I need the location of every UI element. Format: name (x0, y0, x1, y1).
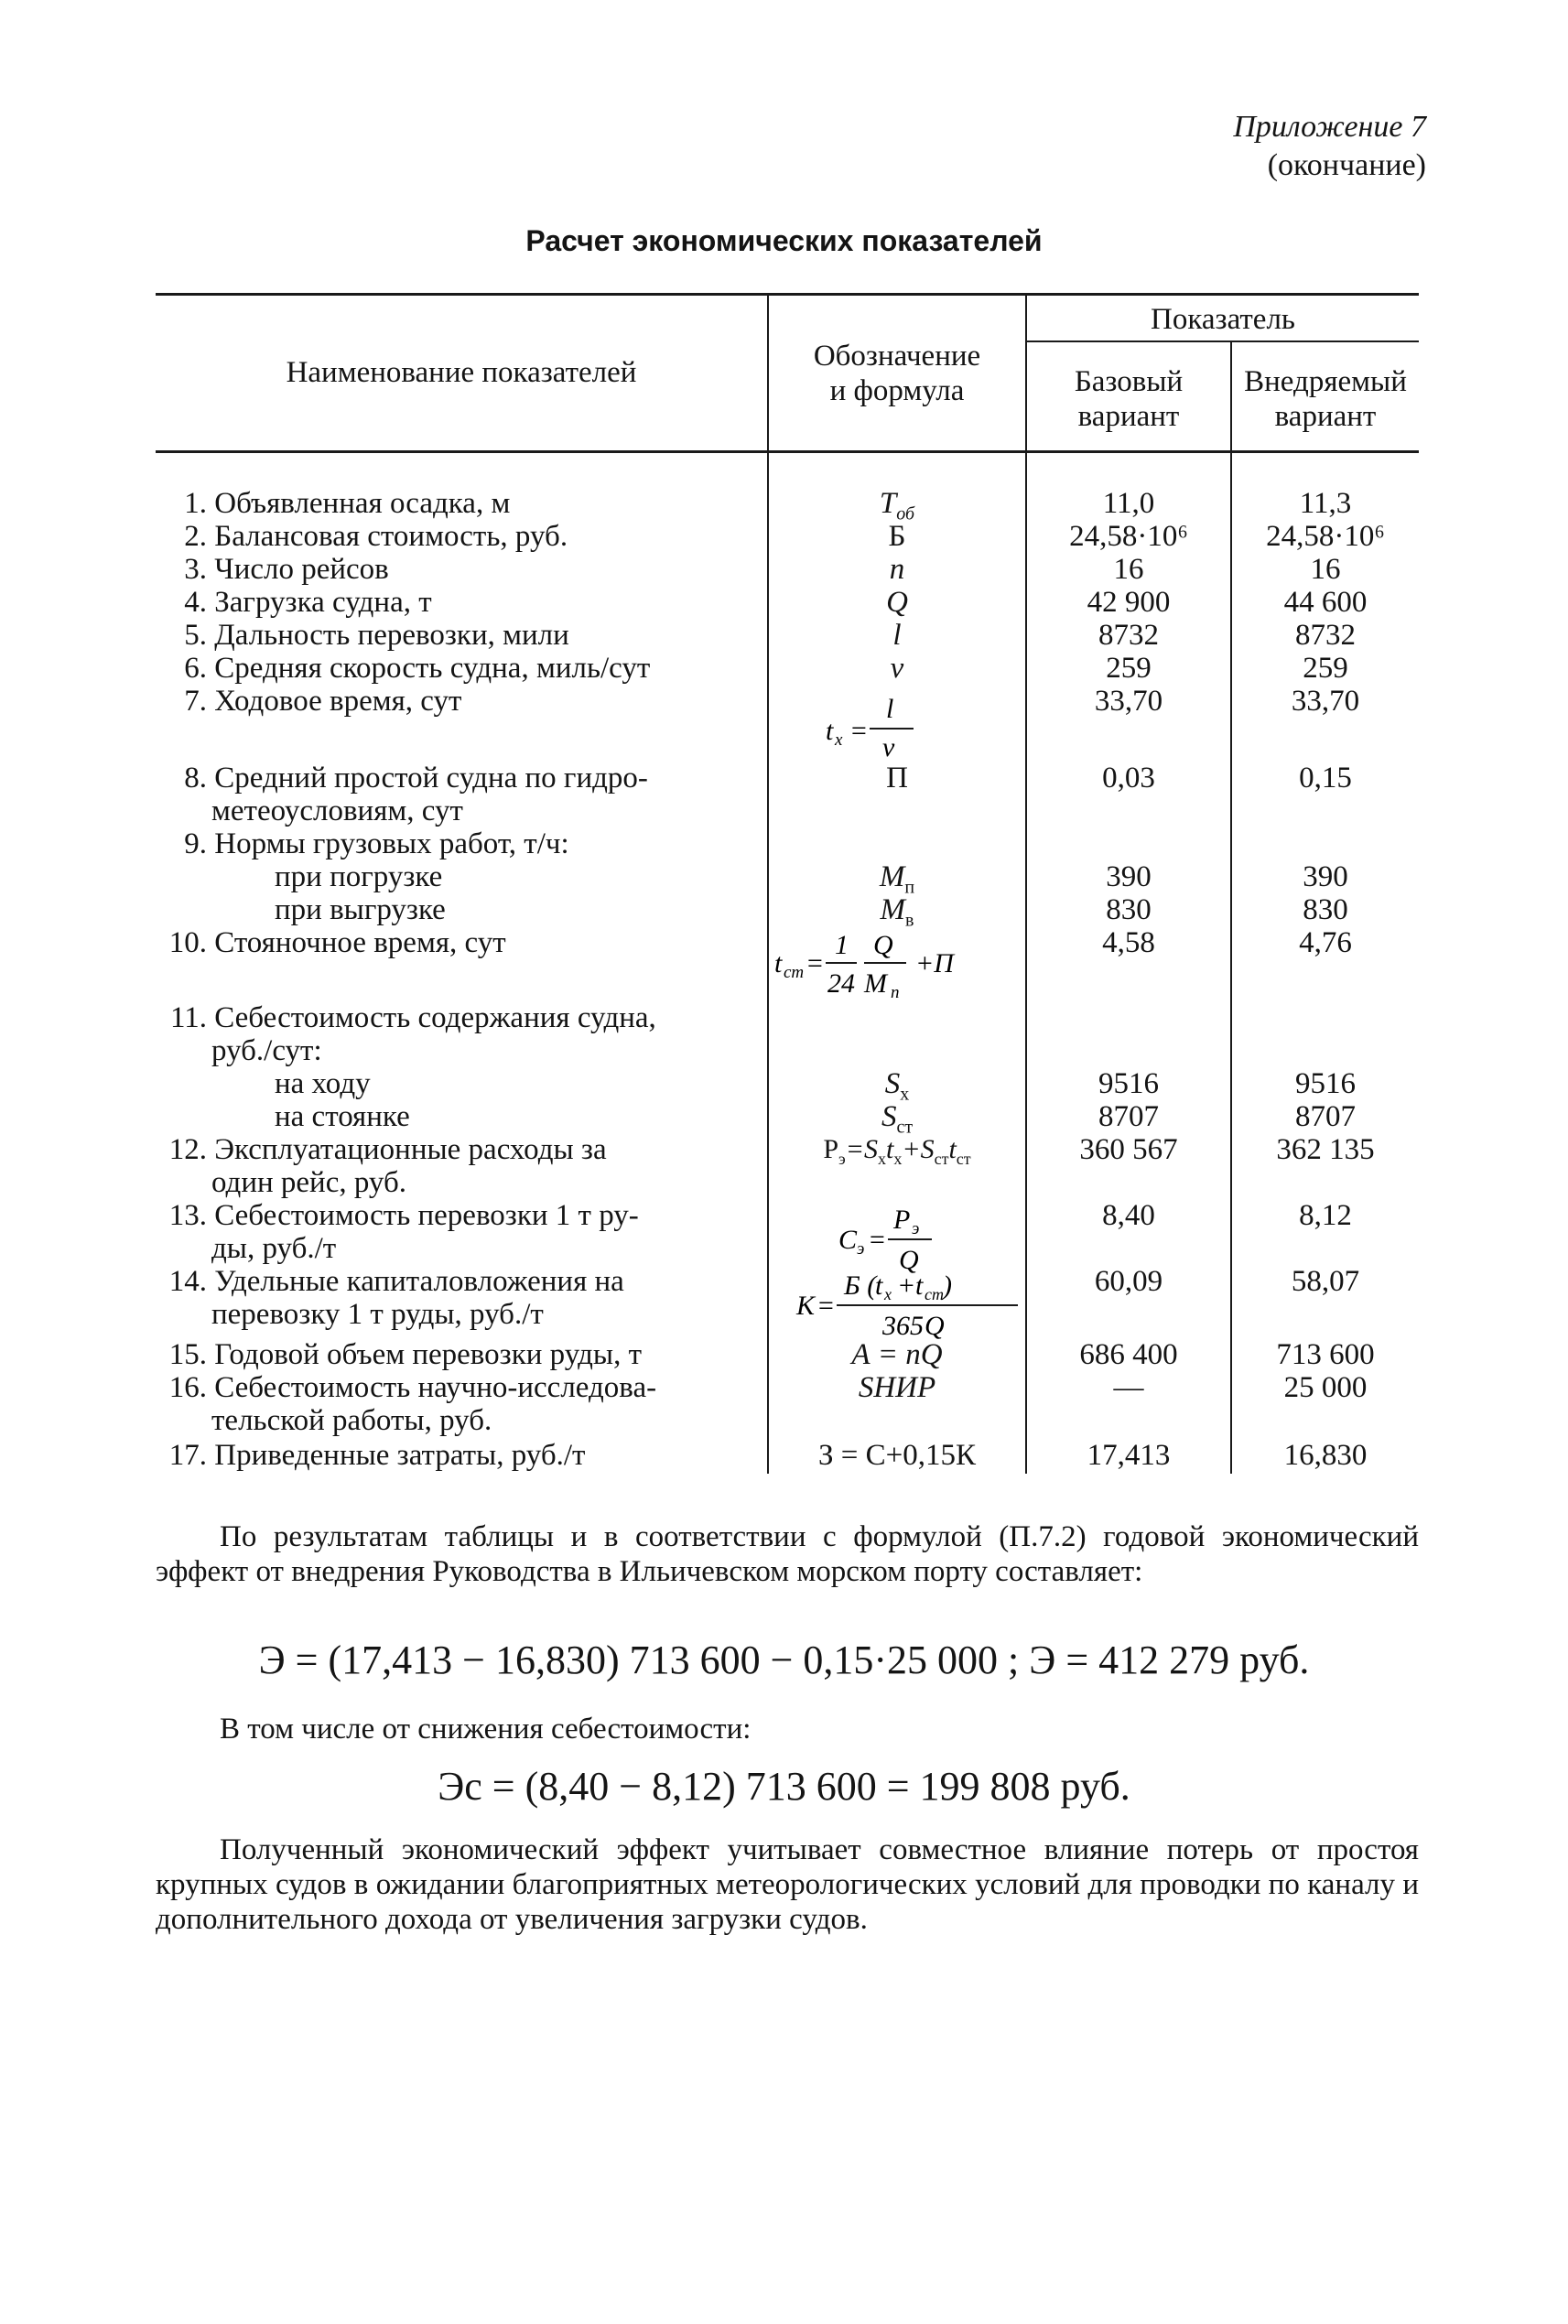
formula-cell: $Р_э=S_хt_х+S_{ст}t_{ст}$ (823, 1134, 971, 1168)
formula-tx (769, 683, 1025, 760)
svg-text:t: t (915, 1270, 924, 1301)
base-value: 686 400 (1079, 1338, 1178, 1371)
header-group: Показатель (1151, 303, 1295, 336)
formula-cell: $S_х$ (884, 1067, 910, 1105)
formula-cell: Q (886, 586, 908, 619)
table-subrow: при выгрузке (275, 893, 446, 926)
table-row: 17. Приведенные затраты, руб./т (168, 1439, 586, 1472)
header-base (1027, 364, 1230, 434)
formula-cell: $S_{ст}$ (881, 1100, 914, 1138)
svg-text:Б (: Б ( (844, 1270, 877, 1301)
formula-cell: П (886, 762, 908, 794)
table-row: 1. Объявленная осадка, м (184, 487, 511, 520)
svg-text:1: 1 (835, 930, 849, 960)
equation-cost-effect: Эс = (8,40 − 8,12) 713 600 = 199 808 руб. (438, 1764, 1130, 1809)
formula-tst (769, 923, 1025, 1001)
svg-text:24: 24 (827, 968, 855, 999)
base-value: 8732 (1098, 619, 1159, 652)
formula-cell (769, 1261, 1025, 1338)
equation-total-effect: Э = (17,413 − 16,830) 713 600 − 0,15·25 000 ; Э = 412 279 руб. (258, 1638, 1310, 1682)
base-value: 8707 (1098, 1100, 1159, 1133)
base-value: 42 900 (1087, 586, 1171, 619)
table-row: 12. Эксплуатационные расходы за один рейс, руб. (168, 1133, 607, 1199)
formula-cell (769, 683, 1025, 760)
table-row: 3. Число рейсов (184, 553, 389, 586)
header-formula-line2: и формула (829, 374, 965, 407)
svg-text:п: п (891, 983, 900, 1001)
formula-k (769, 1261, 1025, 1340)
svg-text:365: 365 (882, 1311, 924, 1340)
impl-value: 11,3 (1299, 487, 1352, 520)
table-subrow: на стоянке (275, 1100, 410, 1133)
impl-value: 713 600 (1276, 1338, 1375, 1371)
formula-cell: А = nQ (851, 1338, 943, 1371)
table-row: 7. Ходовое время, сут (184, 685, 462, 718)
svg-text:Q: Q (873, 930, 893, 960)
base-value: 360 567 (1079, 1133, 1178, 1166)
table-row: 14. Удельные капиталовложения на перевозку 1 т руды, руб./т (168, 1265, 624, 1331)
base-value: 9516 (1098, 1067, 1159, 1100)
impl-value: 33,70 (1291, 685, 1360, 718)
header-impl-line1: Внедряемый (1244, 365, 1407, 398)
header-formula (769, 339, 1025, 408)
base-value: 830 (1106, 893, 1152, 926)
result-paragraph: По результатам таблицы и в соответствии с формулой (П.7.2) годовой экономический эффект от внедрения Руководства в Ильичевском морском порту составляет: (156, 1520, 1419, 1588)
base-value: 17,413 (1087, 1439, 1171, 1472)
impl-value: 390 (1303, 860, 1348, 893)
impl-value: 58,07 (1291, 1265, 1360, 1298)
svg-text:ст: ст (925, 1285, 944, 1303)
header-base-line1: Базовый (1074, 365, 1184, 398)
header-name: Наименование показателей (286, 356, 637, 389)
base-value: 0,03 (1102, 762, 1155, 794)
formula-cell: n (889, 553, 905, 586)
svg-text:э: э (857, 1239, 865, 1259)
table-row: 8. Средний простой судна по гидро- метеоусловиям, сут (184, 762, 648, 827)
svg-text:Q: Q (899, 1245, 919, 1274)
impl-value: 16,830 (1283, 1439, 1368, 1472)
impl-value: 259 (1303, 652, 1348, 685)
base-value: 390 (1106, 860, 1152, 893)
svg-text:M: M (864, 968, 887, 999)
svg-text:=: = (806, 948, 825, 978)
table-row: 9. Нормы грузовых работ, т/ч: (184, 827, 569, 860)
table-subrow: при погрузке (275, 860, 443, 893)
impl-value: 4,76 (1299, 926, 1352, 959)
formula-cell: Б (888, 520, 906, 553)
indicators-table (156, 293, 1419, 1483)
table-row: 4. Загрузка судна, т (184, 586, 432, 619)
table-header-rule (156, 450, 1419, 453)
header-impl-line2: вариант (1274, 400, 1377, 433)
svg-text:): ) (943, 1270, 952, 1301)
table-row: 13. Себестоимость перевозки 1 т ру- ды, руб./т (168, 1199, 639, 1265)
svg-text:v: v (882, 732, 895, 760)
svg-text:э: э (912, 1219, 920, 1238)
base-value: — (1113, 1371, 1144, 1404)
impl-value: 25 000 (1283, 1371, 1368, 1404)
table-row: 6. Средняя скорость судна, миль/сут (184, 652, 651, 685)
svg-text:х: х (884, 1285, 892, 1303)
formula-cell: $M_в$ (880, 893, 914, 931)
formula-cell (769, 923, 1025, 1000)
table-subrow: на ходу (275, 1067, 371, 1100)
svg-text:=: = (816, 1291, 836, 1321)
base-value: 8,40 (1102, 1199, 1155, 1232)
impl-value: 8732 (1295, 619, 1356, 652)
impl-value: 16 (1310, 553, 1341, 586)
base-value: 33,70 (1094, 685, 1163, 718)
base-value: 60,09 (1094, 1265, 1163, 1298)
impl-value: 0,15 (1299, 762, 1352, 794)
appendix-label (1233, 108, 1426, 185)
svg-text:ст: ст (784, 963, 805, 982)
formula-cell: SНИР (858, 1371, 936, 1404)
svg-text:+П: +П (915, 948, 954, 978)
table-row: 16. Себестоимость научно-исследова- тельской работы, руб. (168, 1371, 657, 1437)
formula-cell: $T_{об}$ (879, 487, 915, 524)
svg-text:Р: Р (893, 1205, 911, 1235)
table-top-rule (156, 293, 1419, 296)
formula-cell: З = С+0,15К (817, 1439, 977, 1472)
svg-text:t: t (875, 1270, 883, 1301)
header-base-line2: вариант (1077, 400, 1180, 433)
table-row: 15. Годовой объем перевозки руды, т (168, 1338, 643, 1371)
svg-text:l: l (886, 694, 894, 724)
impl-value: 9516 (1295, 1067, 1356, 1100)
svg-text:=: = (868, 1225, 887, 1255)
formula-cell: $M_п$ (879, 860, 915, 898)
impl-value: 830 (1303, 893, 1348, 926)
appendix-number: Приложение 7 (1233, 110, 1426, 144)
impl-value: 44 600 (1283, 586, 1368, 619)
header-impl (1232, 364, 1419, 434)
appendix-ending: (окончание) (1267, 148, 1426, 182)
svg-text:=: = (849, 716, 869, 746)
formula-cell: l (892, 619, 902, 652)
table-row: 2. Балансовая стоимость, руб. (184, 520, 568, 553)
conclusion-paragraph: Полученный экономический эффект учитывает совместное влияние потерь от простоя крупных судов в ожидании благоприятных метеорологических условий для проводки по каналу и дополнительного дохода от увеличения загрузки судов. (156, 1833, 1419, 1936)
cost-paragraph: В том числе от снижения себестоимости: (220, 1713, 752, 1746)
svg-text:С: С (838, 1225, 858, 1255)
svg-text:Q: Q (925, 1311, 945, 1340)
table-row: 11. Себестоимость содержания судна, руб./сут: (169, 1001, 656, 1067)
svg-text:+: + (897, 1270, 916, 1301)
page-title: Расчет экономических показателей (525, 224, 1043, 257)
header-formula-line1: Обозначение (813, 340, 981, 373)
group-header-rule (1027, 340, 1419, 342)
impl-value: 8,12 (1299, 1199, 1352, 1232)
base-value: 24,58·10⁶ (1069, 520, 1188, 553)
base-value: 4,58 (1102, 926, 1155, 959)
impl-value: 362 135 (1276, 1133, 1375, 1166)
svg-text:t: t (826, 716, 834, 746)
impl-value: 8707 (1295, 1100, 1356, 1133)
base-value: 11,0 (1102, 487, 1155, 520)
table-row: 10. Стояночное время, сут (168, 926, 506, 959)
formula-cell: v (890, 652, 904, 685)
impl-value: 24,58·10⁶ (1266, 520, 1385, 553)
base-value: 16 (1113, 553, 1144, 586)
svg-text:x: x (835, 730, 843, 750)
table-row: 5. Дальность перевозки, мили (184, 619, 569, 652)
base-value: 259 (1106, 652, 1152, 685)
svg-text:t: t (774, 948, 783, 978)
svg-text:К: К (796, 1291, 815, 1321)
